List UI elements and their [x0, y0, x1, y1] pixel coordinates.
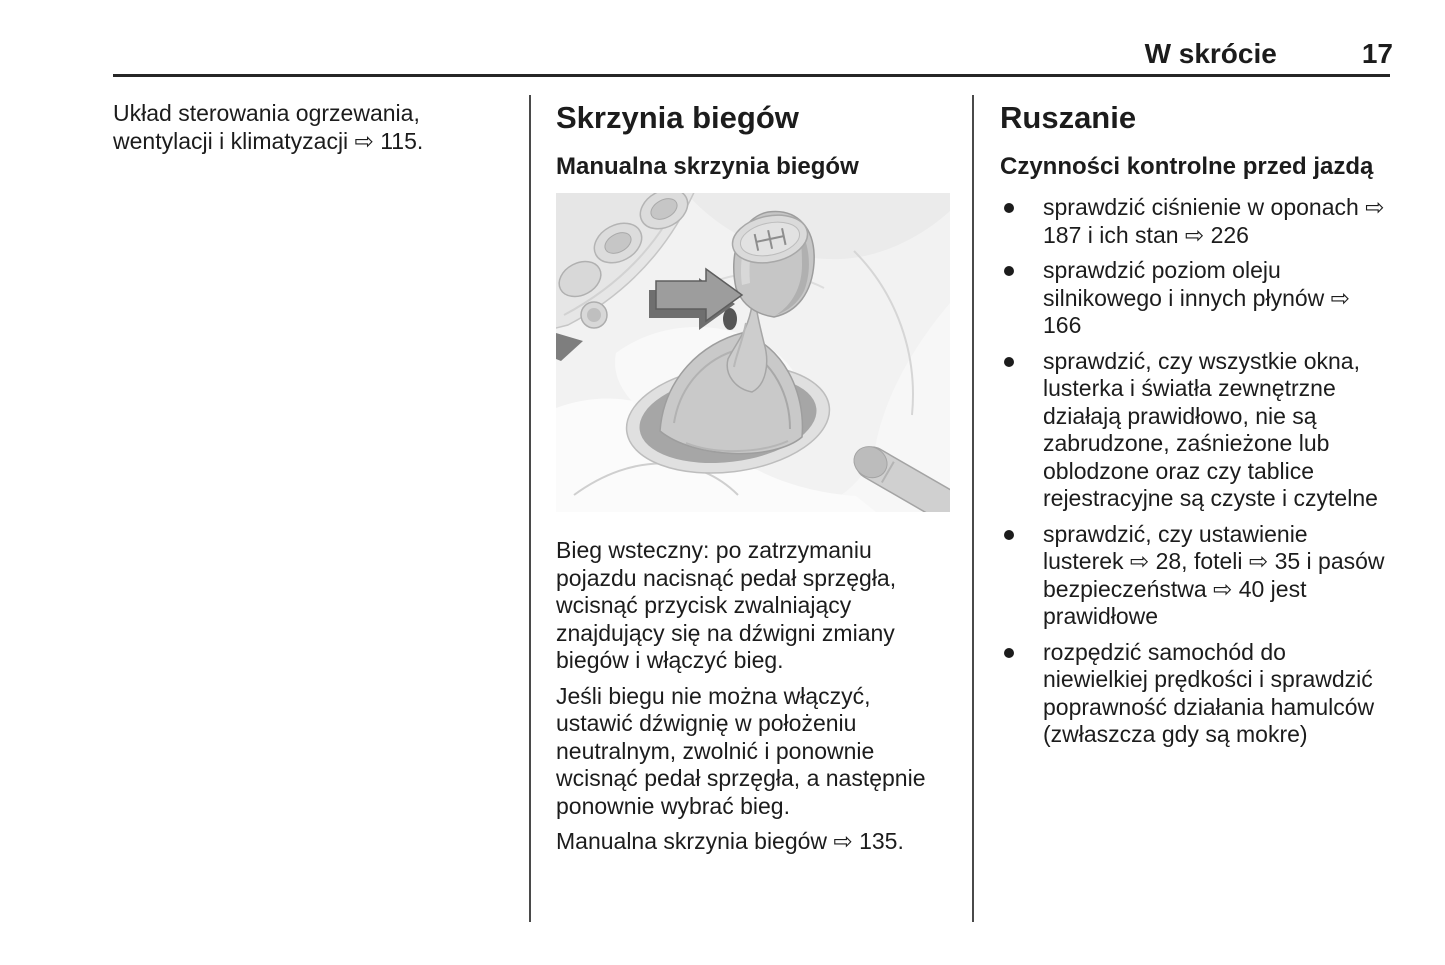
- section-heading-gearbox: Skrzynia biegów: [556, 100, 799, 135]
- column-right: [1000, 95, 1394, 757]
- subheading-checks-before-driving: Czynności kontrolne przed jazdą: [1000, 153, 1374, 180]
- check-item-text: sprawdzić poziom oleju silnikowego i innych płynów ⇨ 166: [1043, 257, 1350, 338]
- check-item-text: sprawdzić, czy wszystkie okna, lusterka i światła zewnętrzne działają prawidłowo, nie są zabrudzone, zaśnieżone lub oblodzone oraz czy tablice rejestracyjne są czyste i czytelne: [1043, 347, 1378, 511]
- pre-drive-checklist: [1000, 194, 1394, 749]
- manual-gearbox-figure: [556, 193, 950, 512]
- column-left: [113, 95, 515, 155]
- left-paragraph: Układ sterowania ogrzewania, wentylacji i klimatyzacji ⇨ 115.: [113, 100, 424, 154]
- column-divider-left: [529, 95, 531, 922]
- list-item: [1000, 639, 1394, 749]
- bullet-icon: [1004, 203, 1014, 213]
- paragraph-manual-gearbox-ref: Manualna skrzynia biegów ⇨ 135.: [556, 828, 904, 854]
- release-button: [723, 308, 737, 330]
- section-heading-driving-off: Ruszanie: [1000, 100, 1137, 135]
- column-divider-right: [972, 95, 974, 922]
- header-rule: [113, 74, 1390, 77]
- list-item: [1000, 521, 1394, 631]
- check-item-text: rozpędzić samochód do niewielkiej prędkości i sprawdzić poprawność działania hamulców (zwłaszcza gdy są mokre): [1043, 638, 1375, 747]
- list-item: [1000, 348, 1394, 513]
- paragraph-gear-not-engage: Jeśli biegu nie można włączyć, ustawić dźwignię w położeniu neutralnym, zwolnić i ponownie wcisnąć pedał sprzęgła, a następnie ponownie wybrać bieg.: [556, 682, 926, 819]
- list-item: [1000, 257, 1394, 340]
- bullet-icon: [1004, 648, 1014, 658]
- check-item-text: sprawdzić ciśnienie w oponach ⇨ 187 i ich stan ⇨ 226: [1043, 194, 1385, 248]
- column-middle: [556, 95, 950, 856]
- gear-lever-illustration: [556, 193, 950, 512]
- subheading-manual-gearbox: Manualna skrzynia biegów: [556, 153, 859, 180]
- list-item: [1000, 194, 1394, 249]
- bullet-icon: [1004, 530, 1014, 540]
- page-number: 17: [1361, 38, 1393, 69]
- bullet-icon: [1004, 357, 1014, 367]
- page-header: [113, 38, 1393, 70]
- paragraph-reverse-gear: Bieg wsteczny: po zatrzymaniu pojazdu nacisnąć pedał sprzęgła, wcisnąć przycisk zwalniający znajdujący się na dźwigni zmiany biegów i włączyć bieg.: [556, 537, 897, 673]
- bullet-icon: [1004, 266, 1014, 276]
- check-item-text: sprawdzić, czy ustawienie lusterek ⇨ 28, foteli ⇨ 35 i pasów bezpieczeństwa ⇨ 40 jest prawidłowe: [1043, 520, 1385, 629]
- section-title: W skrócie: [1144, 38, 1277, 69]
